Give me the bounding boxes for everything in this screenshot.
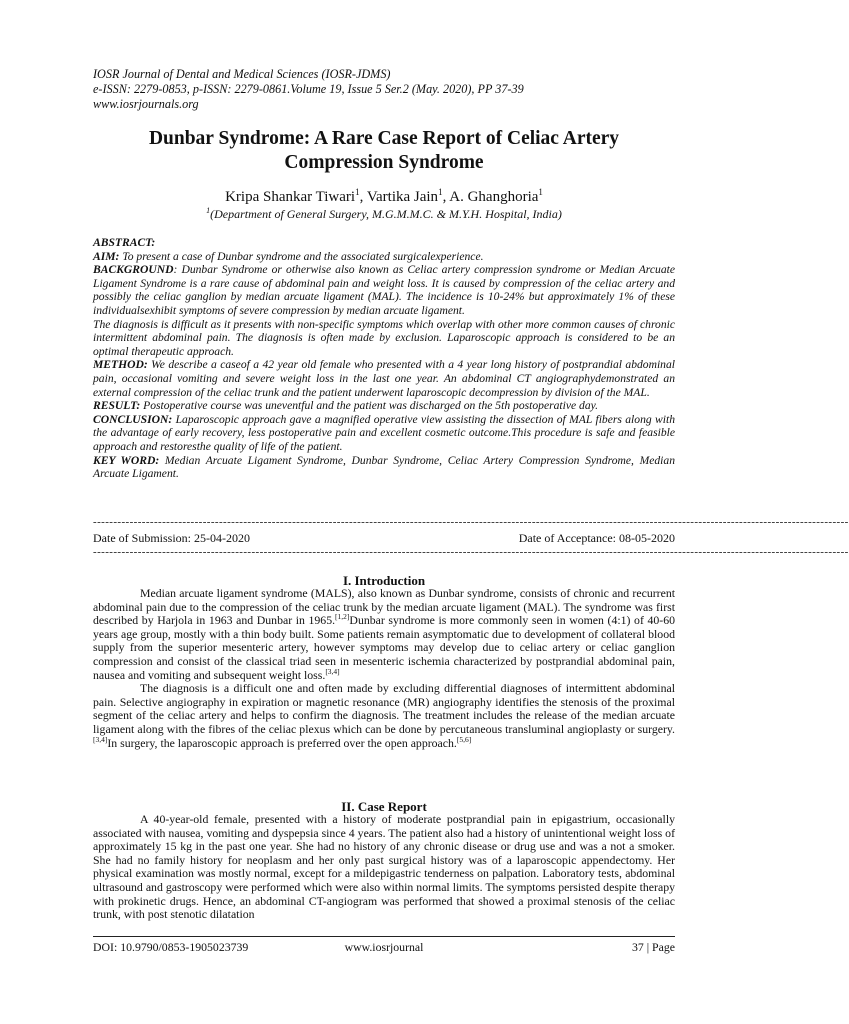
background-label: BACKGROUND [93, 263, 174, 277]
journal-name: IOSR Journal of Dental and Medical Sciences (IOSR-JDMS) [93, 67, 391, 81]
author-name: Vartika Jain [366, 189, 439, 205]
journal-header [93, 67, 524, 112]
result-label: RESULT: [93, 399, 141, 413]
conclusion-label: CONCLUSION: [93, 412, 173, 426]
submission-date: Date of Submission: 25-04-2020 [93, 531, 250, 545]
case-report-heading: II. Case Report [341, 799, 427, 814]
abstract-background: BACKGROUND: Dunbar Syndrome or otherwise also known as Celiac artery compression syndrome or Median Arcuate Ligament Syndrome is a rare cause of abdominal pain and weight loss. It is caused by compression of the celiac artery and possibly the celiac ganglion by median arcuate ligament (MAL). The incidence is 10-24% but approximately 1% of these individualsexhibit symptoms of severe compression by median arcuate ligament. [93, 263, 675, 317]
abstract-method: METHOD: We describe a caseof a 42 year old female who presented with a 4 year long history of postprandial abdominal pain, occasional vomiting and severe weight loss in the last one year. An abdominal CT angiographydemonstrated an external compression of the celiac trunk and the patient underwent laparoscopic decompression by division of the MAL. [93, 358, 675, 399]
journal-site[interactable]: www.iosrjournals.org [93, 97, 199, 111]
author-separator: , [442, 189, 450, 205]
intro-paragraph-2: The diagnosis is a difficult one and often made by excluding differential diagnoses of intermittent abdominal pain. Selective angiography in expiration or magnetic resonance (MR) angiography identifies the stenosis of the proximal segment of the celiac artery and helps to confirm the diagnosis. The treatment includes the release of the median arcuate ligament along with the fibres of the celiac plexus which can be done by percutaneous transluminal angioplasty or surgery.[3,4]In surgery, the laparoscopic approach is preferred over the open approach.[5,6] [93, 681, 675, 750]
author-separator: , [359, 189, 367, 205]
paper-title [93, 127, 675, 175]
affiliation-text: (Department of General Surgery, M.G.M.M.C. & M.Y.H. Hospital, India) [210, 207, 562, 221]
title-line-1: Dunbar Syndrome: A Rare Case Report of Celiac Artery [148, 128, 620, 149]
title-line-2: Compression Syndrome [284, 152, 484, 173]
footer-site[interactable]: www.iosrjournal [344, 940, 424, 954]
citation: [3,4] [325, 666, 340, 676]
case-report-body [93, 813, 675, 922]
abstract-result: RESULT: Postoperative course was uneventful and the patient was discharged on the 5th postoperative day. [93, 399, 599, 413]
dates-row [93, 531, 675, 545]
intro-paragraph-1: Median arcuate ligament syndrome (MALS), also known as Dunbar syndrome, consists of chronic and recurrent abdominal pain due to the compression of the celiac trunk by the median arcuate ligament (MAL). The syndrome was first described by Harjola in 1963 and Dunbar in 1965.[1,2]Dunbar syndrome is more commonly seen in women (4:1) of 40-60 years age group, mostly with a thin body built. Some patients remain asymptomatic due to development of collateral blood supply from the superior mesenteric artery, however symptoms may develop due to celiac artery or celiac ganglion compression and consist of the classical triad seen in mesenteric ischemia characterized by postprandial abdominal pain, nausea and vomiting and subsequent weight loss.[3,4] [93, 586, 675, 682]
abstract-conclusion: CONCLUSION: Laparoscopic approach gave a magnified operative view assisting the dissection of MAL fibers along with the advantage of early recovery, less postoperative pain and excellent cosmetic outcome.This procedure is safe and feasible approach and restoresthe quality of life of the patient. [93, 412, 675, 453]
separator-bottom: ------------------------------------------------------------------------------------------------------------------------------------------------------------------------------------------ [93, 546, 849, 558]
acceptance-date: Date of Acceptance: 08-05-2020 [518, 531, 675, 545]
abstract-heading: ABSTRACT: [93, 236, 156, 249]
footer-page-number: 37 | Page [632, 940, 675, 954]
author-affiliation [93, 204, 675, 221]
footer-doi: DOI: 10.9790/0853-1905023739 [93, 940, 249, 954]
abstract-aim: AIM: To present a case of Dunbar syndrome and the associated surgicalexperience. [93, 249, 484, 263]
author-name: A. Ghanghoria [449, 189, 539, 205]
page-footer [93, 940, 675, 954]
affiliation-mark: 1 [206, 206, 211, 215]
author-affiliation-mark: 1 [355, 187, 360, 197]
introduction-heading: I. Introduction [342, 573, 426, 588]
citation: [3,4] [93, 734, 108, 744]
author-affiliation-mark: 1 [438, 187, 443, 197]
journal-issn: e-ISSN: 2279-0853, p-ISSN: 2279-0861.Volume 19, Issue 5 Ser.2 (May. 2020), PP 37-39 [93, 82, 524, 96]
author-list [93, 183, 675, 206]
case-paragraph-1: A 40-year-old female, presented with a history of moderate postprandial pain in epigastrium, occasionally associated with nausea, vomiting and dyspepsia since 4 years. The patient also had a history of unintentional weight loss of approximately 15 kg in the past one year. She had no history of any chronic disease or drug use and was a not a smoker. She had no family history for neoplasm and her only past surgical history was of a laparoscopic appendectomy. Her physical examination was mostly normal, except for a mildepigastric tenderness on palpation. Laboratory tests, abdominal ultrasound and gastroscopy were performed which were also within normal limits. The symptoms persisted despite therapy with prokinetic drugs. Hence, an abdominal CT-angiogram was performed that showed a proximal stenosis of the celiac trunk, with post stenotic dilatation [93, 812, 675, 922]
footer-rule [93, 936, 675, 937]
abstract [93, 236, 675, 481]
method-label: METHOD: [93, 358, 148, 372]
author-name: Kripa Shankar Tiwari [225, 189, 356, 205]
citation: [5,6] [456, 734, 472, 744]
author-affiliation-mark: 1 [538, 187, 543, 197]
abstract-diagnosis: The diagnosis is difficult as it presents with non-specific symptoms which overlap with other more common causes of chronic intermittent abdominal pain. The diagnosis is often made by exclusion. Laparoscopic approach is considered to be an optimal therapeutic approach. [93, 317, 675, 358]
abstract-keywords: KEY WORD: Median Arcuate Ligament Syndrome, Dunbar Syndrome, Celiac Artery Compression Syndrome, Median Arcuate Ligament. [93, 453, 675, 481]
citation: [1,2] [335, 612, 350, 622]
keyword-label: KEY WORD: [93, 453, 160, 467]
introduction-body [93, 587, 675, 750]
aim-label: AIM: [93, 249, 120, 263]
separator-top: ------------------------------------------------------------------------------------------------------------------------------------------------------------------------------------------ [93, 516, 849, 528]
